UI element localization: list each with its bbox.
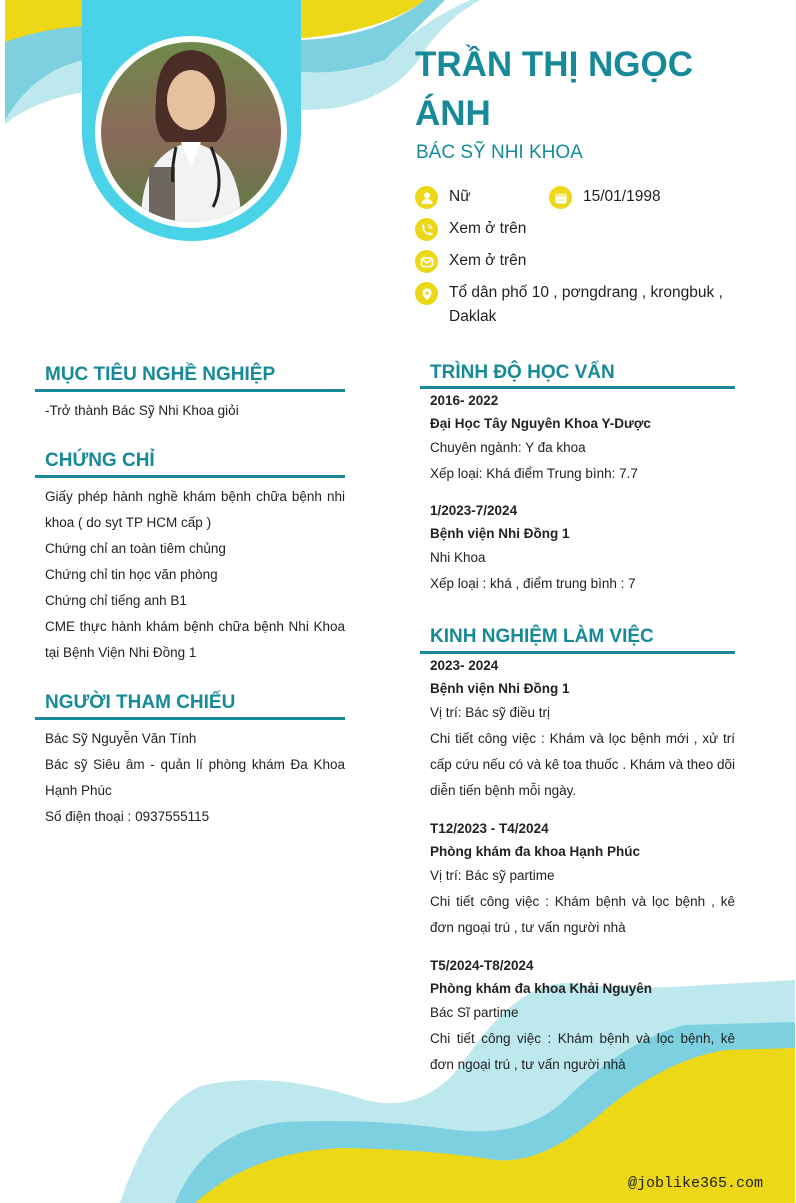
- experience-item: [430, 654, 735, 804]
- email-row: [415, 250, 526, 273]
- experience-position: Bác Sĩ partime: [430, 1005, 519, 1020]
- certificate-item: CME thực hành khám bệnh chữa bệnh Nhi Khoa tại Bệnh Viện Nhi Đồng 1: [45, 619, 345, 660]
- education-major: Nhi Khoa: [430, 550, 486, 565]
- education-item: [430, 499, 735, 597]
- objective-heading: MỤC TIÊU NGHỀ NGHIỆP: [45, 364, 276, 385]
- watermark: @joblike365.com: [627, 1175, 763, 1192]
- experience-company: Phòng khám đa khoa Khải Nguyên: [430, 981, 653, 996]
- experience-company: Bệnh viện Nhi Đồng 1: [430, 681, 570, 696]
- objective-text: -Trở thành Bác Sỹ Nhi Khoa giỏi: [45, 403, 239, 418]
- address-value: Tổ dân phố 10 , pơngdrang , krongbuk , Daklak: [449, 284, 723, 325]
- reference-role: Bác sỹ Siêu âm - quản lí phòng khám Đa Khoa Hạnh Phúc: [45, 757, 345, 798]
- reference-name: Bác Sỹ Nguyễn Văn Tính: [45, 731, 197, 746]
- education-grade: Xếp loại : khá , điểm trung bình : 7: [430, 576, 636, 591]
- experience-position: Vị trí: Bác sỹ partime: [430, 868, 555, 883]
- job-title: BÁC SỸ NHI KHOA: [416, 142, 583, 163]
- reference-phone: Số điện thoại : 0937555115: [45, 809, 210, 824]
- experience-company: Phòng khám đa khoa Hạnh Phúc: [430, 844, 641, 859]
- certificate-item: Giấy phép hành nghề khám bệnh chữa bệnh nhi khoa ( do syt TP HCM cấp ): [45, 489, 345, 530]
- gender-row: [415, 186, 471, 209]
- phone-value: Xem ở trên: [449, 220, 527, 237]
- gender-value: Nữ: [449, 188, 471, 205]
- experience-detail: Chi tiết công việc : Khám và lọc bệnh mới , xử trí cấp cứu nếu có và kê toa thuốc . Khám và theo dõi diễn tiến bệnh mỗi ngày.: [430, 731, 735, 798]
- education-major: Chuyên ngành: Y đa khoa: [430, 440, 586, 455]
- education-list: [430, 389, 735, 597]
- experience-detail: Chi tiết công việc : Khám bệnh và lọc bệnh, kê đơn ngoại trú , tư vấn người nhà: [430, 1031, 735, 1072]
- experience-period: T12/2023 - T4/2024: [430, 821, 549, 836]
- experience-item: [430, 817, 735, 941]
- candidate-name: TRẦN THỊ NGỌC ÁNH: [415, 45, 694, 133]
- location-icon: [415, 282, 438, 305]
- experience-list: [430, 654, 735, 1078]
- certificate-item: Chứng chỉ an toàn tiêm chủng: [45, 541, 226, 556]
- experience-period: 2023- 2024: [430, 658, 499, 673]
- objective-divider: [35, 389, 345, 392]
- references-divider: [35, 717, 345, 720]
- education-grade: Xếp loại: Khá điểm Trung bình: 7.7: [430, 466, 638, 481]
- mail-icon: [415, 250, 438, 273]
- education-item: [430, 389, 735, 487]
- experience-item: [430, 954, 735, 1078]
- email-value: Xem ở trên: [449, 252, 527, 269]
- references-list: [45, 726, 345, 830]
- dob-value: 15/01/1998: [583, 188, 661, 205]
- experience-detail: Chi tiết công việc : Khám bệnh và lọc bệnh , kê đơn ngoại trú , tư vấn người nhà: [430, 894, 735, 935]
- education-period: 1/2023-7/2024: [430, 503, 518, 518]
- address-row: [415, 282, 745, 329]
- certificates-divider: [35, 475, 345, 478]
- education-period: 2016- 2022: [430, 393, 499, 408]
- profile-photo: [101, 42, 281, 222]
- phone-row: [415, 218, 526, 241]
- certificate-item: Chứng chỉ tin học văn phòng: [45, 567, 218, 582]
- education-school: Đại Học Tây Nguyên Khoa Y-Dược: [430, 416, 651, 431]
- certificates-heading: CHỨNG CHỈ: [45, 450, 155, 471]
- education-heading: TRÌNH ĐỘ HỌC VẤN: [430, 362, 615, 383]
- user-icon: [415, 186, 438, 209]
- experience-period: T5/2024-T8/2024: [430, 958, 534, 973]
- resume-page: [5, 0, 795, 1203]
- experience-position: Vị trí: Bác sỹ điều trị: [430, 705, 551, 720]
- phone-icon: [415, 218, 438, 241]
- references-heading: NGƯỜI THAM CHIẾU: [45, 692, 236, 713]
- experience-heading: KINH NGHIỆM LÀM VIỆC: [430, 626, 654, 647]
- education-school: Bệnh viện Nhi Đồng 1: [430, 526, 570, 541]
- certificate-item: Chứng chỉ tiếng anh B1: [45, 593, 187, 608]
- dob-row: [549, 186, 661, 209]
- objective-section: [45, 398, 345, 424]
- certificates-list: [45, 484, 345, 666]
- calendar-icon: [549, 186, 572, 209]
